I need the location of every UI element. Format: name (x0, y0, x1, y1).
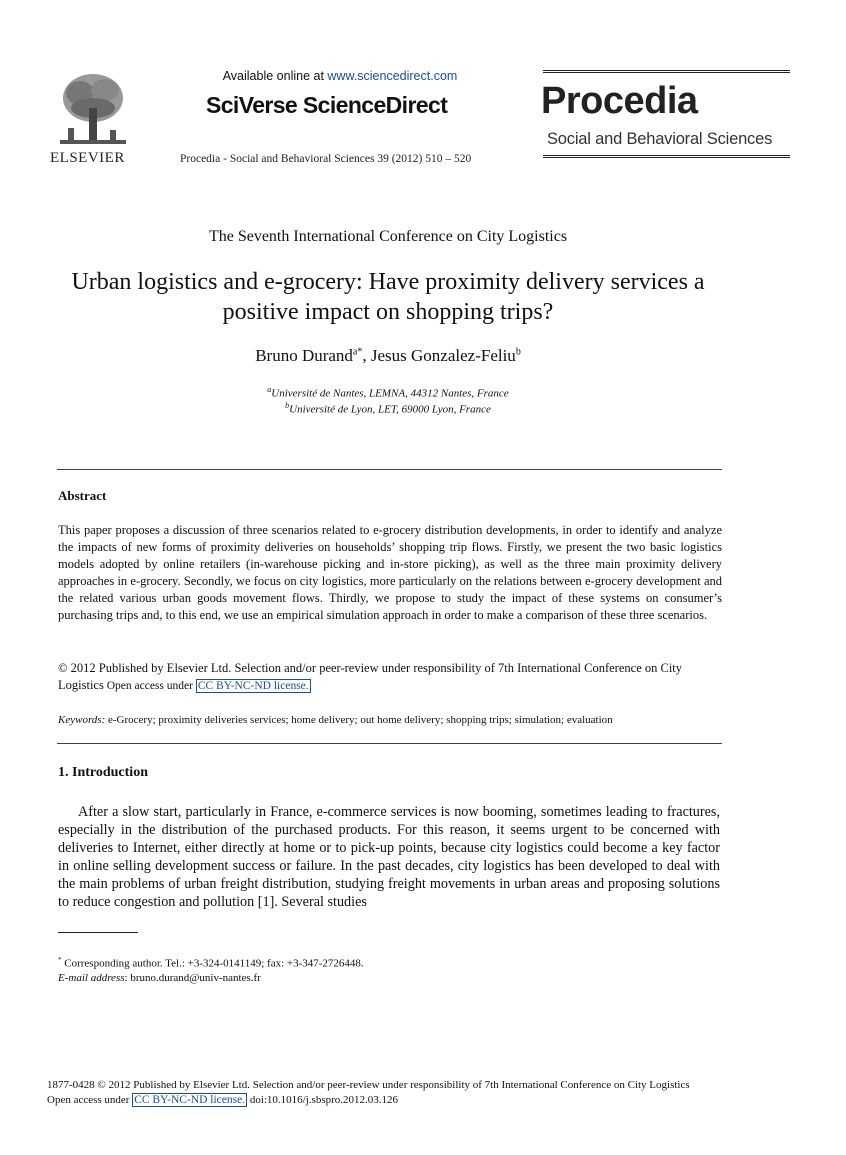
corresponding-text: Corresponding author. Tel.: +3-324-0141149; fax: +3-347-2726448. (61, 957, 364, 970)
copyright-text: © 2012 Published by Elsevier Ltd. Selection and/or peer-review under responsibility of 7th International Conference on City Logistics (58, 661, 683, 692)
keywords (58, 714, 722, 726)
email-label: E-mail address (58, 971, 125, 984)
divider (57, 743, 722, 744)
abstract-heading: Abstract (58, 488, 107, 503)
paper-title: Urban logistics and e-grocery: Have proximity delivery services a positive impact on shopping trips? (71, 269, 705, 325)
section-heading: 1. Introduction (58, 765, 148, 780)
conference-name: The Seventh International Conference on City Logistics (208, 228, 568, 245)
author-marker: b (515, 346, 521, 358)
abstract-body: This paper proposes a discussion of three scenarios related to e-grocery distribution developments, in order to identify and analyze the impacts of new forms of proximity deliveries on households’ shopping trip flows. Firstly, we present the two basic logistics models adopted by online retailers (in-warehouse picking and in-store picking), as well as the three main proximity delivery approaches in e-grocery. Secondly, we focus on city logistics, more particularly on the relations between e-grocery development and the related various urban goods movement flows. Thirdly, we propose to study the impact of these systems on consumer’s purchasing trips and, to this end, we use an empirical simulation approach in order to make a comparison of these three scenarios. (58, 523, 722, 622)
doi: doi:10.1016/j.sbspro.2012.03.126 (247, 1094, 399, 1106)
footer-license-link[interactable]: CC BY-NC-ND license. (134, 1094, 246, 1106)
divider (57, 469, 722, 470)
sciencedirect-link[interactable]: www.sciencedirect.com (327, 69, 458, 83)
license-link[interactable]: CC BY-NC-ND license. (197, 680, 309, 692)
journal-reference: Procedia - Social and Behavioral Sciences 39 (2012) 510 – 520 (180, 153, 472, 165)
journal-logo-subtitle: Social and Behavioral Sciences (547, 130, 773, 148)
affiliation-text: Université de Nantes, LEMNA, 44312 Nantes, France (271, 387, 509, 400)
author-list (0, 346, 776, 366)
keywords-text: e-Grocery; proximity deliveries services; home delivery; out home delivery; shopping trips; simulation; evaluation (105, 714, 613, 726)
section-body: After a slow start, particularly in France, e-commerce services is now booming, sometimes leading to fractures, especially in the distribution of the purchased products. For this reason, it seems urgent to be concerned with deliveries to Internet, either directly at home or to pick-up points, because city logistics could become a key factor in online selling development success or failure. In the past decades, city logistics has been developed to deal with the main problems of urban freight distribution, studying freight movements in urban areas and proposing solutions to reduce congestion and pollution [1]. Several studies (58, 804, 720, 910)
footnote-rule (58, 932, 138, 933)
open-access-prefix: Open access under (103, 680, 196, 692)
footer-license-line (47, 1093, 807, 1108)
journal-logo-title: Procedia (541, 80, 698, 122)
platform-logo: SciVerse ScienceDirect (206, 92, 448, 118)
affiliation (0, 401, 776, 416)
journal-logo-rule-bottom (543, 155, 790, 158)
author-name: Bruno Durand (255, 346, 353, 365)
affiliation (0, 385, 776, 400)
author-marker: a* (352, 346, 363, 358)
keywords-label: Keywords: (58, 714, 106, 726)
affiliation-marker: a (267, 385, 272, 394)
footer-open-access-prefix: Open access under (47, 1094, 133, 1106)
journal-logo-rule-top (543, 70, 790, 73)
email-line (58, 971, 722, 985)
email-address: : bruno.durand@univ-nantes.fr (124, 971, 261, 984)
author-separator: , (362, 346, 371, 365)
affiliation-marker: b (285, 401, 290, 410)
publisher-name: ELSEVIER (50, 150, 125, 166)
corresponding-author (58, 953, 722, 971)
footer-copyright: 1877-0428 © 2012 Published by Elsevier Ltd. Selection and/or peer-review under responsibility of 7th International Conference on City Logistics (47, 1079, 690, 1091)
page-footer (47, 1078, 807, 1108)
footnote (58, 953, 722, 985)
available-prefix: Available online at (222, 69, 328, 83)
copyright-notice (58, 660, 722, 695)
affiliation-text: Université de Lyon, LET, 69000 Lyon, France (289, 403, 491, 416)
footnote-marker: * (58, 956, 62, 964)
author-name: Jesus Gonzalez-Feliu (370, 346, 516, 365)
